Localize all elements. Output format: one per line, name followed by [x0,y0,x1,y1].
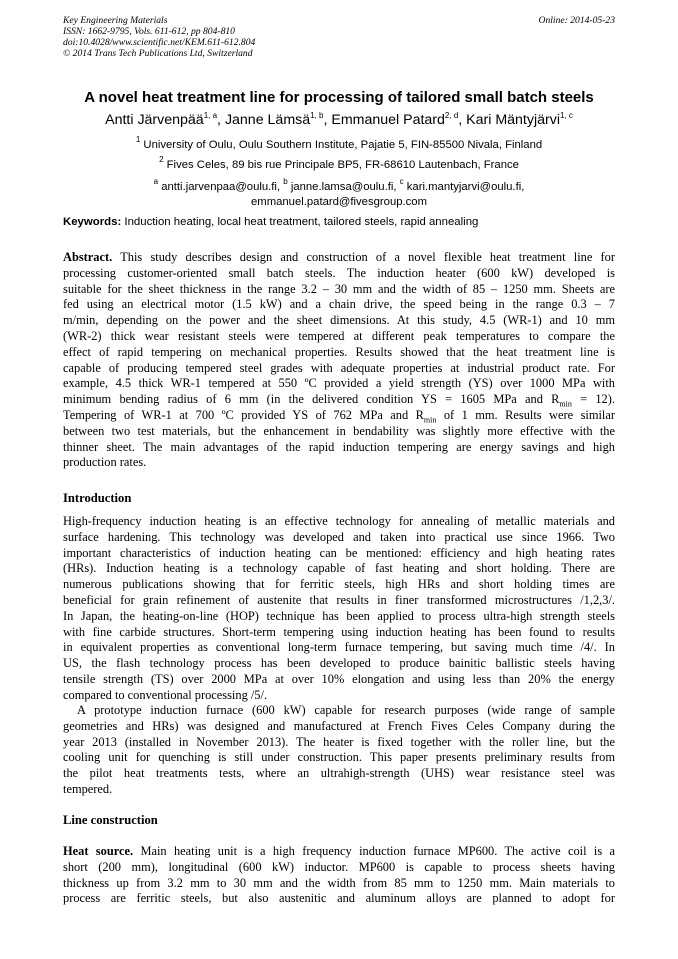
email-mark: c [399,177,404,186]
paragraph-line: short (200 mm), longitudinal (600 kW) inductor. MP600 is capable to process sheets having [63,859,615,874]
abstract-line: between two test materials, but the enhancement in bendability was slightly more effective with the [63,423,615,438]
author-affiliation-mark: 1, a [203,111,218,120]
journal-info [63,15,615,59]
author-affiliation-mark: 2, d [444,111,459,120]
abstract-text: Tempering of WR-1 at 700 ºC provided YS of 762 MPa and R [63,407,424,422]
email-address[interactable]: kari.mantyjarvi@oulu.fi, [406,181,525,193]
keywords-label: Keywords: [63,216,122,228]
subscript: min [559,399,572,409]
section-heading-introduction: Introduction [63,491,132,505]
abstract-line [63,250,615,266]
paragraph-line [63,844,615,860]
email-address[interactable]: emmanuel.patard@fivesgroup.com [251,196,427,208]
paragraph-line: US, the flash technology process has been developed to produce bainitic ballistic steels having [63,656,615,671]
paragraph-line: the pilot heat treatments tests, where an ultrahigh-strength (UHS) wear resistance steel was [63,766,615,781]
paragraph-line: tempered. [63,781,113,796]
email-list [40,177,638,195]
abstract-line: effect of rapid tempering on mechanical properties. Results showed that the heat treatment line is [63,344,615,359]
abstract [63,250,615,471]
email-address[interactable]: antti.jarvenpaa@oulu.fi, [161,181,281,193]
abstract-line: thinner sheet. The main advantages of the rapid induction tempering are energy savings and high [63,439,615,454]
affiliation-text: Fives Celes, 89 bis rue Principale BP5, FR-68610 Lautenbach, France [166,159,519,171]
paragraph-line: tensile strength (TS) over 2000 MPa at over 10% elongation and using less than 20% the energy [63,671,615,686]
line-construction-paragraph [63,844,615,907]
abstract-text: minimum bending radius of 6 mm (in the delivered condition YS = 1605 MPa and R [63,392,560,407]
running-header [63,15,615,59]
paragraph-line: surface hardening. This technology was developed and taken into practical use since 1966. Two [63,529,615,544]
email-address[interactable]: janne.lamsa@oulu.fi, [290,181,397,193]
abstract-text: of 1 mm. Results were similar [436,407,615,422]
abstract-line: production rates. [63,455,147,470]
affiliation [40,135,638,153]
paper-title: A novel heat treatment line for processing of tailored small batch steels [84,89,594,106]
paragraph-line: thickness up from 3.2 mm to 30 mm and the width from 85 mm to 1250 mm. Main materials to [63,875,615,890]
paragraph-line: process are ferritic steels, but also austenitic and aluminum alloys are planned to adopt for [63,891,615,906]
paragraph-line: High-frequency induction heating is an effective technology for annealing of metallic materials and [63,514,615,528]
paragraph-line: compared to conventional processing /5/. [63,687,268,702]
affiliation-text: University of Oulu, Oulu Southern Institute, Pajatie 5, FIN-85500 Nivala, Finland [143,139,543,151]
email-mark: b [283,177,288,186]
abstract-line: (WR-2) thick wear resistant steels were tempered at different peak temperatures to compare the [63,328,615,343]
paragraph-line: geometries and HRs) was designed and manufactured at French Fives Celes Company during the [63,718,615,733]
abstract-line: fed using an electrical motor (1.5 kW) and a chain drive, the speed being in the range 0.3 – 7 [63,297,615,312]
affiliation-number: 1 [135,135,141,144]
paragraph-line: beneficial for grain refinement of austenite that results in finer transformed microstructures /1,2,3/. [63,592,615,607]
section-heading-line-construction: Line construction [63,813,158,827]
subscript: min [423,415,437,425]
author-list: Antti Järvenpää$^{1, a}$, Janne Lämsä$^{1, b}$, Emmanuel Patard$^{2, d}$, Kari Mäntyjärvi$^{1, c}$ [105,111,573,128]
email-mark: a [153,177,159,186]
paragraph-line: in equivalent properties as conventional long-term furnace tempering, but saving much time /4/. In [63,640,615,655]
author-name: Kari Mäntyjärvi [466,112,560,128]
affiliation-number: 2 [159,155,164,164]
paragraph-line: year 2013 (installed in November 2013). The heater is fixed together with the roller line, but the [63,734,615,749]
introduction-paragraph-2 [63,703,615,798]
abstract-line: processing customer-oriented small batch steels. The induction heater (600 kW) developed is [63,265,615,280]
paragraph-line: with fine carbide structures. Short-term tempering using induction heating has been found to results [63,624,615,639]
subsection-lead: Heat source. [63,844,134,858]
abstract-line [63,408,615,424]
keywords [63,215,615,230]
doi-line: doi:10.4028/www.scientific.net/KEM.611-612.804 [63,37,256,48]
abstract-text: = 12). [571,392,615,407]
author-name: Antti Järvenpää [105,112,204,128]
paragraph-line: numerous publications showing that for ferritic steels, high HRs and short holding times are [63,577,615,592]
email-list-continued [40,195,638,210]
paragraph-line: In Japan, the heating-on-line (HOP) technique has been applied to process ultra-high strength steels [63,608,615,623]
author-name: Emmanuel Patard [331,112,445,128]
paragraph-line: important characteristics of induction heating can be mentioned: efficiency and high heating rates [63,545,615,560]
abstract-text: This study describes design and construction of a novel flexible heat treatment line for [120,250,615,264]
abstract-line: suitable for the sheet thickness in the range 3.2 – 30 mm and the width of 85 – 1250 mm. Sheets are [63,281,615,296]
journal-name: Key Engineering Materials [63,15,168,26]
keywords-text: Induction heating, local heat treatment, tailored steels, rapid annealing [124,216,479,228]
author-affiliation-mark: 1, c [559,111,573,120]
online-date: Online: 2014-05-23 [538,15,615,26]
paragraph-text: Main heating unit is a high frequency induction furnace MP600. The active coil is a [140,844,616,858]
abstract-line [63,392,615,408]
abstract-line: m/min, depending on the power and the sheet dimensions. At this study, 4.5 (WR-1) and 10 mm [63,313,615,328]
abstract-line: example, 4.5 thick WR-1 tempered at 550 ºC provided a yield strength (YS) over 1000 MPa with [63,376,615,391]
paragraph-line: A prototype induction furnace (600 kW) capable for research purposes (wide range of sample [77,703,615,717]
author-name: Janne Lämsä [224,112,311,128]
paragraph-line: (HRs). Induction heating is a technology capable of fast heating and short holding. There are [63,561,615,576]
affiliation [40,155,638,173]
abstract-line: capable of producing tempered steel grades with adequate properties at industrial product rate. For [63,360,615,375]
paragraph-line: cooling unit for quenching is still under construction. This paper presents preliminary results from [63,750,615,765]
introduction-paragraph-1 [63,514,615,704]
abstract-label: Abstract. [63,250,113,264]
author-affiliation-mark: 1, b [310,111,324,120]
copyright-line: © 2014 Trans Tech Publications Ltd, Switzerland [63,48,253,59]
issn-line: ISSN: 1662-9795, Vols. 611-612, pp 804-810 [63,26,235,37]
